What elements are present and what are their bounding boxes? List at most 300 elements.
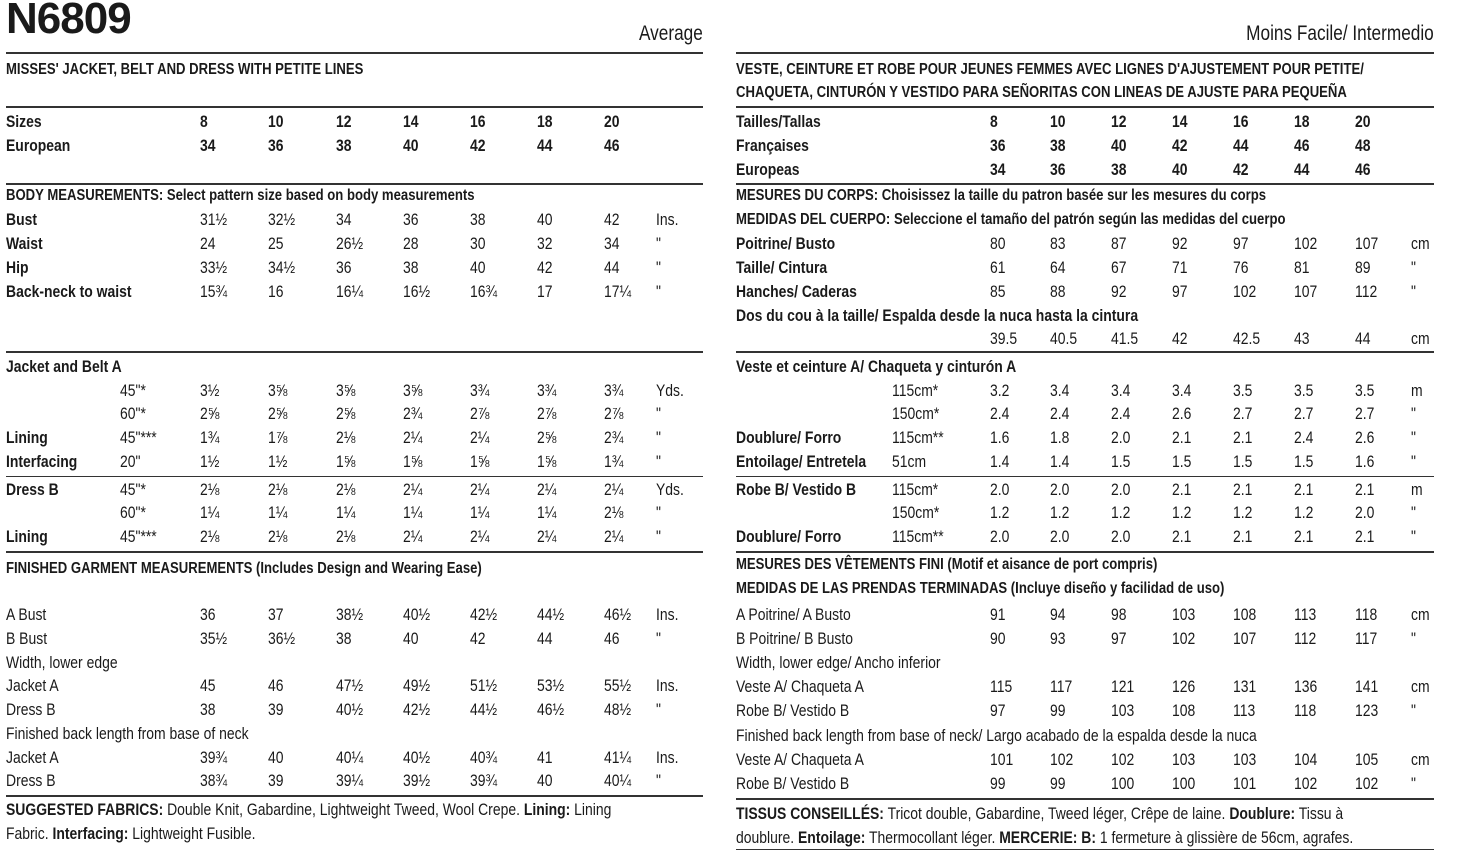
row-label: Entoilage/ Entretela — [736, 452, 867, 471]
size-value: 2.0 — [1050, 527, 1070, 546]
size-value: 38 — [200, 700, 216, 719]
unit-label: " — [1411, 404, 1416, 423]
size-value: 16¾ — [470, 282, 498, 301]
size-value: 42 — [470, 629, 486, 648]
unit-label: " — [656, 404, 661, 423]
back-length-label-fr-es: Finished back length from base of neck/ Largo acabado de la espalda desde la nuca — [736, 726, 1257, 745]
size-value: 43 — [1294, 329, 1310, 348]
row-label: Back-neck to waist — [6, 282, 132, 301]
size-value: 32½ — [268, 210, 296, 229]
size-value: 46 — [1355, 160, 1371, 179]
fabric-text: Fabric. — [6, 824, 53, 843]
size-value: 92 — [1111, 282, 1127, 301]
size-value: 40 — [537, 771, 553, 790]
unit-label: m — [1411, 480, 1423, 499]
size-value: 2¾ — [403, 404, 423, 423]
size-value: 80 — [990, 234, 1006, 253]
divider — [6, 52, 703, 54]
size-value: 1.2 — [1172, 503, 1192, 522]
size-value: 40½ — [336, 700, 364, 719]
size-value: 1¼ — [336, 503, 356, 522]
size-value: 94 — [1050, 605, 1066, 624]
size-value: 2.4 — [1294, 428, 1314, 447]
size-value: 38 — [470, 210, 486, 229]
size-value: 2⅛ — [268, 527, 288, 546]
unit-label: " — [1411, 282, 1416, 301]
size-value: 3¾ — [537, 381, 557, 400]
size-value: 3.5 — [1355, 381, 1375, 400]
size-value: 42 — [1172, 329, 1188, 348]
size-value: 3.5 — [1233, 381, 1253, 400]
size-value: 39 — [268, 700, 284, 719]
row-label: Dress B — [6, 480, 59, 499]
size-value: 103 — [1111, 701, 1135, 720]
size-value: 34 — [200, 136, 216, 155]
unit-label: " — [1411, 428, 1416, 447]
size-value: 1¼ — [537, 503, 557, 522]
size-value: 1⅝ — [403, 452, 423, 471]
french-spanish-panel — [736, 0, 1434, 851]
size-value: 87 — [1111, 234, 1127, 253]
size-value: 112 — [1294, 629, 1317, 648]
finished-measurements-heading-fr: MESURES DES VÊTEMENTS FINI (Motif et aisance de port compris) — [736, 556, 1158, 573]
size-value: 40¼ — [604, 771, 632, 790]
size-value: 36½ — [268, 629, 296, 648]
size-value: 47½ — [336, 676, 364, 695]
size-value: 99 — [1050, 701, 1066, 720]
size-value: 90 — [990, 629, 1006, 648]
size-value: 46 — [604, 136, 620, 155]
size-value: 100 — [1111, 774, 1135, 793]
size-value: 1¼ — [268, 503, 288, 522]
size-value: 53½ — [537, 676, 565, 695]
size-value: 98 — [1111, 605, 1127, 624]
size-value: 3.4 — [1111, 381, 1131, 400]
unit-label: cm — [1411, 329, 1430, 348]
size-value: 16¼ — [336, 282, 364, 301]
size-value: 41¼ — [604, 748, 632, 767]
size-value: 1¾ — [604, 452, 624, 471]
size-value: 42 — [1233, 160, 1249, 179]
size-value: 126 — [1172, 677, 1196, 696]
row-label: Robe B/ Vestido B — [736, 774, 850, 793]
size-value: 1.2 — [990, 503, 1010, 522]
size-value: 102 — [1111, 750, 1135, 769]
size-value: 1.6 — [1355, 452, 1375, 471]
size-value: 1.4 — [990, 452, 1010, 471]
size-value: 2.0 — [1050, 480, 1070, 499]
size-value: 1.5 — [1233, 452, 1253, 471]
pattern-title: MISSES' JACKET, BELT AND DRESS WITH PETITE LINES — [6, 61, 364, 78]
difficulty-level-fr-es: Moins Facile/ Intermedio — [1246, 22, 1434, 45]
size-value: 1.6 — [990, 428, 1010, 447]
divider — [736, 798, 1434, 800]
size-value: 97 — [990, 701, 1006, 720]
size-value: 61 — [990, 258, 1006, 277]
size-value: 102 — [1172, 629, 1196, 648]
size-value: 112 — [1355, 282, 1378, 301]
size-value: 28 — [403, 234, 419, 253]
size-value: 34 — [990, 160, 1006, 179]
size-value: 2⅛ — [336, 480, 356, 499]
size-value: 97 — [1233, 234, 1249, 253]
unit-label: " — [656, 503, 661, 522]
pattern-title-fr: VESTE, CEINTURE ET ROBE POUR JEUNES FEMMES AVEC LIGNES D'AJUSTEMENT POUR PETITE/ — [736, 61, 1364, 78]
row-label: Interfacing — [6, 452, 78, 471]
unit-label: cm — [1411, 234, 1430, 253]
size-value: 42½ — [470, 605, 498, 624]
size-value: 97 — [1111, 629, 1127, 648]
size-value: 2⅛ — [268, 480, 288, 499]
unit-label: cm — [1411, 750, 1430, 769]
size-value: 97 — [1172, 282, 1188, 301]
jacket-belt-heading-fr-es: Veste et ceinture A/ Chaqueta y cinturón A — [736, 357, 1017, 376]
row-label: Doublure/ Forro — [736, 527, 842, 546]
size-value: 118 — [1355, 605, 1378, 624]
row-label: Poitrine/ Busto — [736, 234, 836, 253]
size-value: 2⅛ — [200, 480, 220, 499]
row-label: Lining — [6, 527, 48, 546]
size-value: 49½ — [403, 676, 431, 695]
size-value: 2.0 — [1111, 428, 1131, 447]
size-value: 3½ — [200, 381, 220, 400]
fabric-width: 45"*** — [120, 428, 157, 447]
fabric-width: 60"* — [120, 503, 146, 522]
row-label: Waist — [6, 234, 43, 253]
size-value: 102 — [1294, 234, 1318, 253]
size-value: 2⅛ — [604, 503, 624, 522]
size-value: 101 — [1233, 774, 1257, 793]
divider — [6, 795, 703, 797]
size-value: 2⅞ — [604, 404, 624, 423]
size-value: 91 — [990, 605, 1006, 624]
size-value: 83 — [1050, 234, 1066, 253]
size-value: 2.4 — [990, 404, 1010, 423]
row-label: A Poitrine/ A Busto — [736, 605, 851, 624]
size-value: 2.1 — [1172, 428, 1192, 447]
size-value: 103 — [1172, 750, 1196, 769]
size-value: 2.1 — [1233, 527, 1253, 546]
doublure-line2-text: doublure. — [736, 828, 799, 847]
size-value: 38 — [336, 136, 352, 155]
size-value: 16 — [268, 282, 284, 301]
unit-label: " — [656, 527, 661, 546]
width-lower-edge-label: Width, lower edge — [6, 653, 118, 672]
size-value: 44 — [1294, 160, 1310, 179]
size-value: 16½ — [403, 282, 431, 301]
unit-label: " — [656, 282, 661, 301]
size-value: 8 — [990, 112, 998, 131]
size-value: 102 — [1355, 774, 1379, 793]
size-value: 3.2 — [990, 381, 1010, 400]
size-value: 18 — [1294, 112, 1310, 131]
size-value: 14 — [403, 112, 419, 131]
fabric-width: 20" — [120, 452, 141, 471]
size-value: 36 — [336, 258, 352, 277]
size-value: 40 — [268, 748, 284, 767]
entoilage-label: Entoilage: — [798, 828, 866, 847]
divider — [6, 106, 703, 108]
unit-label: " — [1411, 527, 1416, 546]
english-panel — [6, 0, 703, 851]
size-value: 36 — [403, 210, 419, 229]
suggested-fabrics-line1 — [6, 798, 611, 822]
size-value: 31½ — [200, 210, 228, 229]
size-value: 103 — [1172, 605, 1196, 624]
size-value: 1.2 — [1233, 503, 1253, 522]
fabric-width: 45"* — [120, 480, 146, 499]
size-value: 2.1 — [1355, 480, 1375, 499]
size-value: 37 — [268, 605, 284, 624]
size-value: 2¼ — [537, 527, 557, 546]
size-value: 40¾ — [470, 748, 498, 767]
size-value: 1¼ — [403, 503, 423, 522]
body-measurements-heading: BODY MEASUREMENTS: Select pattern size based on body measurements — [6, 187, 475, 204]
size-value: 2¼ — [403, 480, 423, 499]
size-value: 100 — [1172, 774, 1196, 793]
size-value: 45 — [200, 676, 216, 695]
size-value: 108 — [1172, 701, 1196, 720]
size-value: 1⅞ — [268, 428, 288, 447]
size-value: 2.6 — [1172, 404, 1192, 423]
size-value: 2.1 — [1294, 527, 1314, 546]
fabric-width: 45"*** — [120, 527, 157, 546]
size-value: 2.7 — [1233, 404, 1253, 423]
size-value: 44 — [1233, 136, 1249, 155]
size-value: 42 — [604, 210, 620, 229]
row-label: Veste A/ Chaqueta A — [736, 677, 864, 696]
body-measurements-heading-es: MEDIDAS DEL CUERPO: Seleccione el tamaño del patrón según las medidas del cuerpo — [736, 211, 1286, 228]
unit-label: " — [656, 258, 661, 277]
size-value: 40½ — [403, 748, 431, 767]
size-value: 113 — [1233, 701, 1256, 720]
size-value: 2¼ — [604, 480, 624, 499]
size-value: 41.5 — [1111, 329, 1139, 348]
size-value: 46 — [1294, 136, 1310, 155]
suggested-fabrics-text: Double Knit, Gabardine, Lightweight Tweed, Wool Crepe. — [163, 800, 524, 819]
row-label: Tailles/Tallas — [736, 112, 821, 131]
divider — [736, 52, 1434, 54]
size-value: 1¾ — [200, 428, 220, 447]
fabric-width: 115cm* — [892, 480, 939, 499]
size-value: 40 — [1172, 160, 1188, 179]
unit-label: " — [656, 700, 661, 719]
size-value: 2⅝ — [537, 428, 557, 447]
size-value: 64 — [1050, 258, 1066, 277]
divider — [6, 476, 703, 477]
size-value: 1.2 — [1294, 503, 1314, 522]
size-value: 107 — [1233, 629, 1257, 648]
size-value: 44 — [1355, 329, 1371, 348]
size-value: 36 — [268, 136, 284, 155]
doublure-text: Tissu à — [1295, 804, 1344, 823]
size-value: 39½ — [403, 771, 431, 790]
row-label: Robe B/ Vestido B — [736, 701, 850, 720]
pattern-number: N6809 — [6, 0, 131, 43]
size-value: 42 — [537, 258, 553, 277]
row-label: Jacket A — [6, 676, 59, 695]
size-value: 51½ — [470, 676, 498, 695]
size-value: 14 — [1172, 112, 1188, 131]
size-value: 46½ — [604, 605, 632, 624]
size-value: 44½ — [470, 700, 498, 719]
size-value: 34 — [336, 210, 352, 229]
size-value: 39.5 — [990, 329, 1018, 348]
size-value: 136 — [1294, 677, 1318, 696]
size-value: 2⅛ — [200, 527, 220, 546]
size-value: 102 — [1233, 282, 1257, 301]
size-value: 42 — [1172, 136, 1188, 155]
size-value: 2¼ — [403, 428, 423, 447]
finished-measurements-heading: FINISHED GARMENT MEASUREMENTS (Includes Design and Wearing Ease) — [6, 560, 482, 577]
size-value: 10 — [268, 112, 284, 131]
back-neck-label: Dos du cou à la taille/ Espalda desde la nuca hasta la cintura — [736, 306, 1139, 325]
size-value: 113 — [1294, 605, 1317, 624]
size-value: 1.2 — [1111, 503, 1131, 522]
size-value: 33½ — [200, 258, 228, 277]
size-value: 38 — [1050, 136, 1066, 155]
body-measurements-heading-fr: MESURES DU CORPS: Choisissez la taille du patron basée sur les mesures du corps — [736, 187, 1267, 204]
divider — [736, 351, 1434, 353]
size-value: 38 — [403, 258, 419, 277]
fabric-width: 115cm** — [892, 428, 944, 447]
size-value: 42 — [470, 136, 486, 155]
size-value: 32 — [537, 234, 553, 253]
size-value: 92 — [1172, 234, 1188, 253]
size-value: 40 — [1111, 136, 1127, 155]
size-value: 2⅝ — [200, 404, 220, 423]
row-label: Taille/ Cintura — [736, 258, 828, 277]
pattern-title-es: CHAQUETA, CINTURÓN Y VESTIDO PARA SEÑORITAS CON LINEAS DE AJUSTE PARA PEQUEÑA — [736, 84, 1347, 101]
size-value: 34 — [604, 234, 620, 253]
size-value: 46½ — [537, 700, 565, 719]
row-label: B Poitrine/ B Busto — [736, 629, 854, 648]
size-value: 2⅛ — [336, 527, 356, 546]
unit-label: Ins. — [656, 748, 679, 767]
unit-label: " — [656, 428, 661, 447]
size-value: 2.0 — [1111, 527, 1131, 546]
size-value: 2.4 — [1111, 404, 1131, 423]
size-value: 39¾ — [470, 771, 498, 790]
size-value: 117 — [1050, 677, 1073, 696]
size-value: 1.5 — [1172, 452, 1192, 471]
size-value: 12 — [336, 112, 352, 131]
unit-label: " — [1411, 629, 1416, 648]
size-value: 42½ — [403, 700, 431, 719]
size-value: 123 — [1355, 701, 1379, 720]
row-label: B Bust — [6, 629, 48, 648]
size-value: 3.5 — [1294, 381, 1314, 400]
size-value: 39 — [268, 771, 284, 790]
back-length-label: Finished back length from base of neck — [6, 724, 249, 743]
size-value: 102 — [1050, 750, 1074, 769]
size-value: 2.1 — [1233, 480, 1253, 499]
size-value: 2⅝ — [268, 404, 288, 423]
size-value: 38½ — [336, 605, 364, 624]
entoilage-text: Thermocollant léger. — [865, 828, 1000, 847]
size-value: 8 — [200, 112, 208, 131]
suggested-fabrics-line2 — [6, 822, 255, 846]
size-value: 16 — [1233, 112, 1249, 131]
fabric-width: 45"* — [120, 381, 146, 400]
unit-label: Yds. — [656, 381, 684, 400]
size-value: 2⅝ — [336, 404, 356, 423]
size-value: 20 — [1355, 112, 1371, 131]
doublure-label: Doublure: — [1229, 804, 1296, 823]
row-label: Lining — [6, 428, 48, 447]
size-value: 48½ — [604, 700, 632, 719]
size-value: 44 — [537, 136, 553, 155]
size-value: 38¾ — [200, 771, 228, 790]
size-value: 88 — [1050, 282, 1066, 301]
row-label: Hanches/ Caderas — [736, 282, 857, 301]
size-value: 131 — [1233, 677, 1257, 696]
size-value: 30 — [470, 234, 486, 253]
size-value: 103 — [1233, 750, 1257, 769]
size-value: 44 — [604, 258, 620, 277]
size-value: 104 — [1294, 750, 1318, 769]
size-value: 2¼ — [470, 527, 490, 546]
unit-label: " — [1411, 701, 1416, 720]
tissus-text: Tricot double, Gabardine, Tweed léger, Crêpe de laine. — [883, 804, 1230, 823]
size-value: 2¼ — [470, 480, 490, 499]
size-value: 46 — [604, 629, 620, 648]
unit-label: " — [656, 452, 661, 471]
size-value: 38 — [336, 629, 352, 648]
size-value: 71 — [1172, 258, 1188, 277]
size-value: 102 — [1294, 774, 1318, 793]
size-value: 3⅝ — [268, 381, 288, 400]
size-value: 1⅝ — [537, 452, 557, 471]
size-value: 35½ — [200, 629, 228, 648]
size-value: 17 — [537, 282, 553, 301]
divider — [6, 183, 703, 185]
size-value: 3.4 — [1172, 381, 1192, 400]
mercerie-label: MERCERIE: B: — [999, 828, 1097, 847]
jacket-belt-heading: Jacket and Belt A — [6, 357, 122, 376]
size-value: 2.1 — [1355, 527, 1375, 546]
size-value: 39¾ — [200, 748, 228, 767]
size-value: 46 — [268, 676, 284, 695]
divider — [736, 476, 1434, 477]
fabric-width: 115cm* — [892, 381, 939, 400]
size-value: 105 — [1355, 750, 1379, 769]
fabric-width: 115cm** — [892, 527, 944, 546]
interfacing-text: Lightweight Fusible. — [128, 824, 256, 843]
size-value: 76 — [1233, 258, 1249, 277]
row-label: Europeas — [736, 160, 800, 179]
size-value: 81 — [1294, 258, 1310, 277]
width-lower-edge-label-fr-es: Width, lower edge/ Ancho inferior — [736, 653, 941, 672]
size-value: 2.0 — [1355, 503, 1375, 522]
unit-label: Ins. — [656, 605, 679, 624]
unit-label: cm — [1411, 677, 1430, 696]
size-value: 2.7 — [1294, 404, 1314, 423]
size-value: 2.4 — [1050, 404, 1070, 423]
row-label: Dress B — [6, 700, 56, 719]
unit-label: Ins. — [656, 210, 679, 229]
size-value: 118 — [1294, 701, 1317, 720]
row-label: Robe B/ Vestido B — [736, 480, 857, 499]
size-value: 20 — [604, 112, 620, 131]
size-value: 2.6 — [1355, 428, 1375, 447]
lining-text: Lining — [570, 800, 612, 819]
size-value: 40 — [403, 136, 419, 155]
fabric-width: 150cm* — [892, 503, 940, 522]
unit-label: " — [656, 629, 661, 648]
size-value: 39¼ — [336, 771, 364, 790]
size-value: 44 — [537, 629, 553, 648]
